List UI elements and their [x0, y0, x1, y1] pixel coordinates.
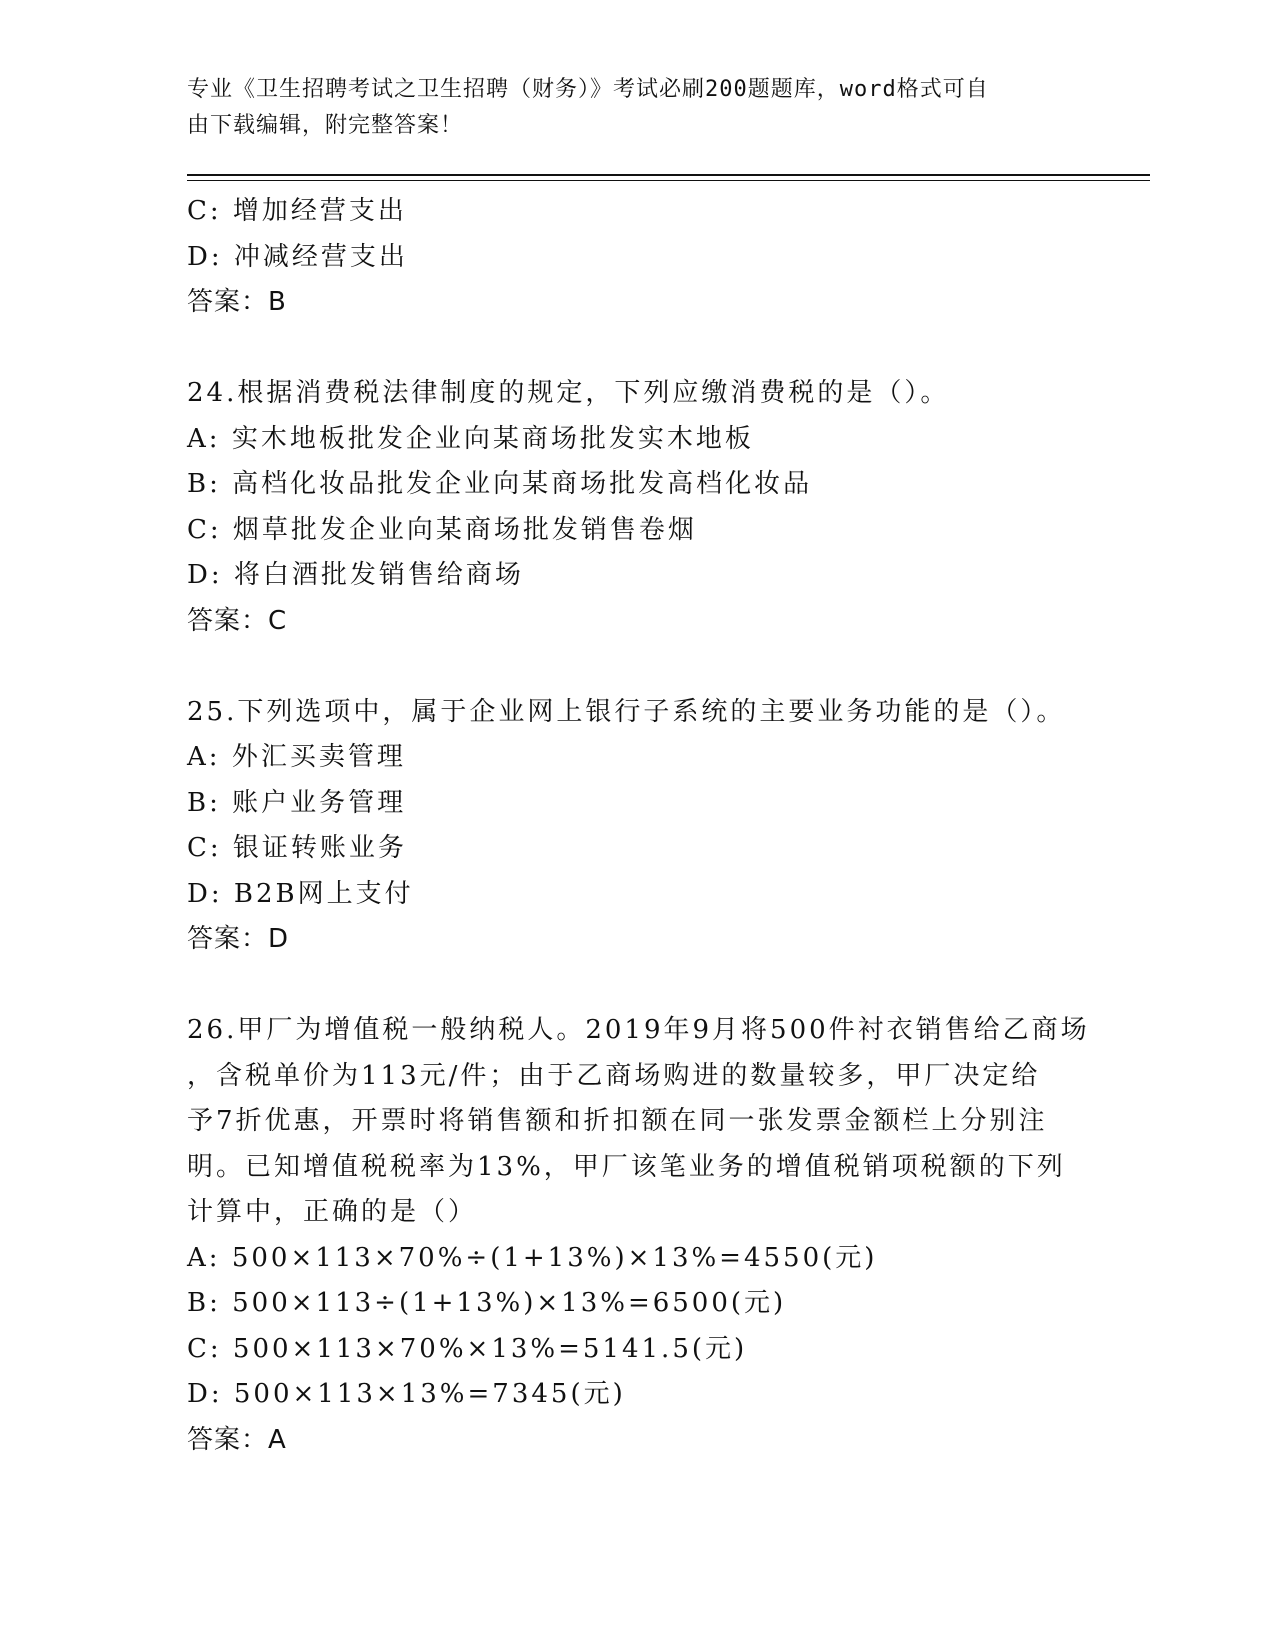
option-label: C:	[187, 1333, 222, 1364]
option-label: D:	[187, 1379, 223, 1409]
question-stem: 25.下列选项中，属于企业网上银行子系统的主要业务功能的是（）。	[187, 696, 1066, 727]
question-stem: ，含税单价为113元/件；由于乙商场购进的数量较多，甲厂决定给	[187, 1060, 1041, 1091]
option-line	[187, 235, 1087, 281]
option-label: D:	[187, 241, 223, 272]
header-line: 专业《卫生招聘考试之卫生招聘（财务）》考试必刷200题题库，word格式可自	[187, 77, 989, 102]
header-divider	[187, 174, 1150, 176]
option-line	[187, 417, 1087, 463]
header-divider	[187, 180, 1150, 181]
header-line: 由下载编辑，附完整答案！	[187, 113, 464, 138]
question-list	[187, 189, 1090, 1463]
option-line	[187, 508, 1087, 554]
option-label: C:	[187, 833, 222, 863]
option-text: 500×113×70%×13%=5141.5(元)	[232, 1333, 748, 1364]
option-label: D:	[187, 878, 223, 909]
question-stem: 明。已知增值税税率为13%，甲厂该笔业务的增值税销项税额的下列	[187, 1151, 1066, 1182]
option-label: B:	[187, 1288, 221, 1318]
question-block	[187, 1008, 1090, 1463]
option-text: 增加经营支出	[232, 196, 407, 226]
option-line	[187, 872, 1087, 918]
question-stem: 予7折优惠，开票时将销售额和折扣额在同一张发票金额栏上分别注	[187, 1106, 1048, 1136]
question-stem: 24.根据消费税法律制度的规定，下列应缴消费税的是（）。	[187, 378, 950, 408]
option-line	[187, 781, 1087, 827]
option-label: A:	[187, 423, 221, 454]
option-line	[187, 1236, 1087, 1282]
option-text: 500×113÷(1+13%)×13%=6500(元)	[232, 1288, 787, 1318]
option-text: 账户业务管理	[232, 787, 407, 818]
option-text: 冲减经营支出	[233, 241, 408, 272]
question-stem: 26.甲厂为增值税一般纳税人。2019年9月将500件衬衣销售给乙商场	[187, 1015, 1090, 1045]
option-text: 实木地板批发企业向某商场批发实木地板	[231, 423, 754, 454]
option-label: B:	[187, 787, 221, 818]
option-line	[187, 1327, 1087, 1373]
option-text: 将白酒批发销售给商场	[233, 560, 524, 590]
option-text: B2B网上支付	[233, 878, 414, 909]
question-block	[187, 690, 1087, 963]
option-label: A:	[187, 742, 221, 772]
option-line	[187, 189, 1087, 235]
option-line	[187, 553, 1087, 599]
option-line	[187, 826, 1087, 872]
option-label: C:	[187, 514, 222, 545]
question-stem: 计算中，正确的是（）	[187, 1197, 478, 1227]
option-text: 500×113×13%=7345(元)	[233, 1379, 626, 1409]
answer-line: 答案：C	[187, 605, 288, 636]
document-header	[187, 72, 1067, 144]
option-line	[187, 1372, 1087, 1418]
question-block	[187, 189, 1087, 326]
option-line	[187, 735, 1087, 781]
question-block	[187, 371, 1087, 644]
option-label: A:	[187, 1242, 221, 1273]
answer-line: 答案：A	[187, 1424, 287, 1455]
option-text: 外汇买卖管理	[231, 742, 406, 772]
option-text: 高档化妆品批发企业向某商场批发高档化妆品	[232, 469, 813, 499]
answer-line: 答案：B	[187, 287, 287, 317]
option-text: 银证转账业务	[232, 833, 407, 863]
option-line	[187, 462, 1087, 508]
option-text: 500×113×70%÷(1+13%)×13%=4550(元)	[231, 1242, 878, 1273]
option-label: D:	[187, 560, 223, 590]
option-text: 烟草批发企业向某商场批发销售卷烟	[232, 514, 697, 545]
answer-line: 答案：D	[187, 924, 290, 954]
option-label: C:	[187, 196, 222, 226]
option-line	[187, 1281, 1087, 1327]
option-label: B:	[187, 469, 221, 499]
